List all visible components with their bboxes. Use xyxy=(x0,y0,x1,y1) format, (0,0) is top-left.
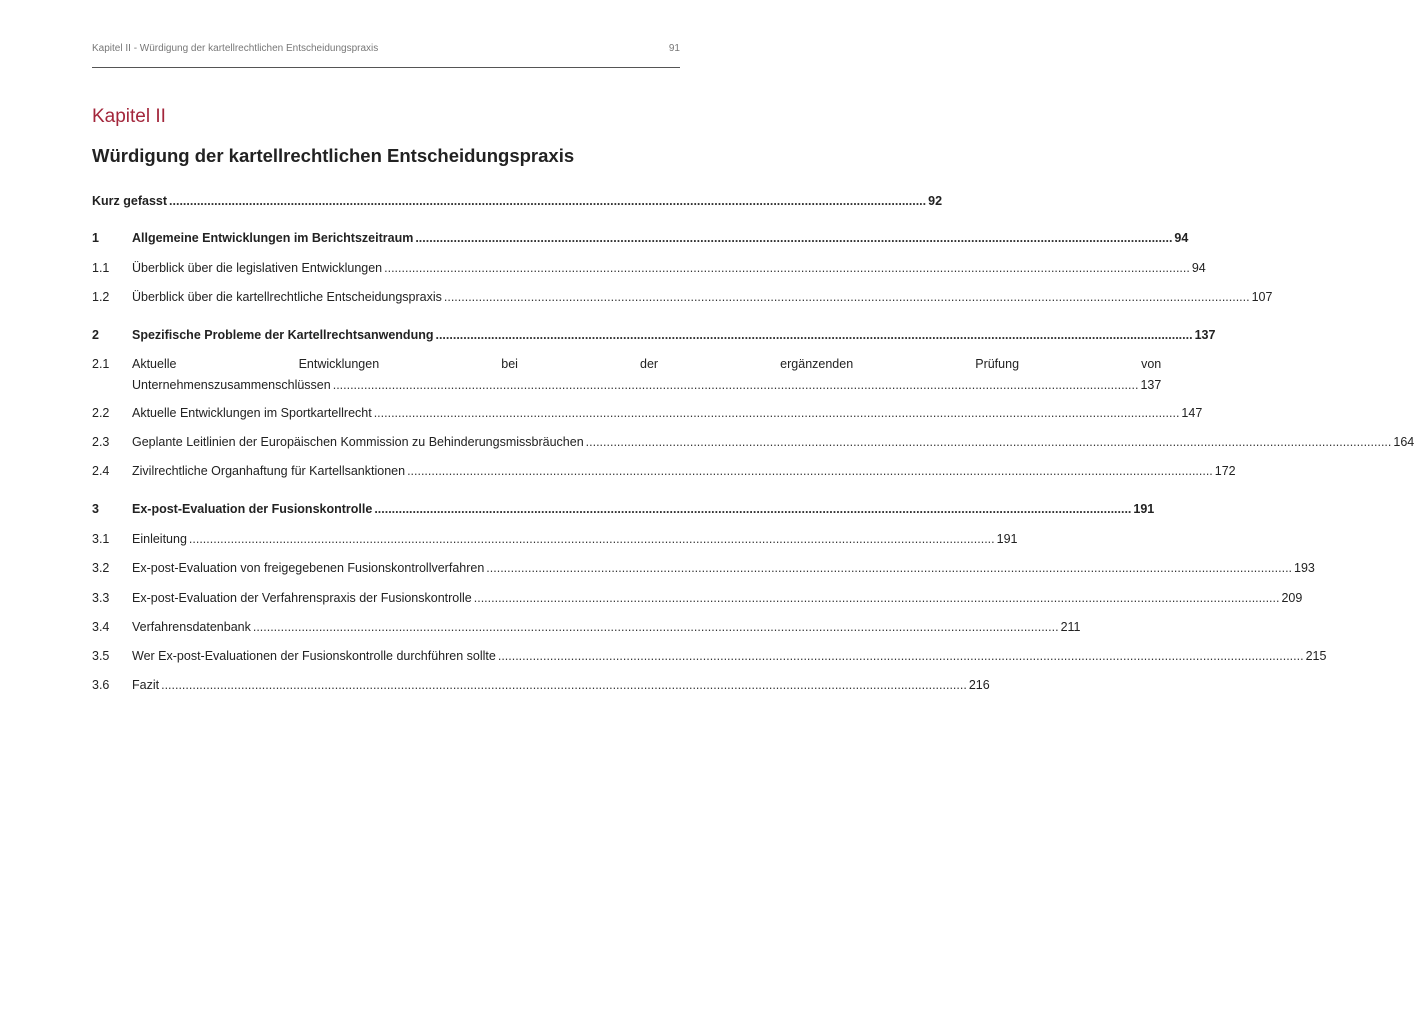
toc-page: 211 xyxy=(1060,620,1081,634)
toc-label: Wer Ex-post-Evaluationen der Fusionskontrolle durchführen sollte xyxy=(132,649,496,663)
toc-leader xyxy=(384,258,1190,279)
toc-page: 209 xyxy=(1281,591,1303,605)
toc-label: Spezifische Probleme der Kartellrechtsanwendung xyxy=(132,328,434,342)
toc-two-line-body xyxy=(132,354,1161,396)
toc-page: 107 xyxy=(1251,290,1273,304)
toc-page: 94 xyxy=(1174,231,1189,245)
toc-entry-2-4[interactable] xyxy=(92,461,1236,482)
toc-page: 92 xyxy=(928,194,943,208)
toc-page: 193 xyxy=(1294,561,1315,575)
toc-leader xyxy=(586,432,1392,453)
toc-entry-3-5[interactable] xyxy=(92,646,1327,667)
toc-page: 137 xyxy=(1140,378,1162,392)
toc-word: Prüfung xyxy=(975,357,1020,371)
toc-entry-2[interactable] xyxy=(92,325,1216,346)
toc-continuation-line xyxy=(132,375,1161,396)
toc-page: 94 xyxy=(1191,261,1206,275)
header-rule xyxy=(92,67,680,68)
toc-word: Entwicklungen xyxy=(298,357,380,371)
running-header xyxy=(92,43,680,54)
toc-leader xyxy=(486,558,1292,579)
toc-label: Ex-post-Evaluation der Fusionskontrolle xyxy=(132,502,373,516)
running-title: Kapitel II - Würdigung der kartellrechtlichen Entscheidungspraxis xyxy=(92,43,379,54)
toc-entry-1-2[interactable] xyxy=(92,287,1273,308)
toc-number: 2.4 xyxy=(92,464,110,478)
toc-leader xyxy=(474,588,1280,609)
toc-entry-1[interactable] xyxy=(92,228,1189,249)
toc-label: Unternehmenszusammenschlüssen xyxy=(132,378,331,392)
toc-page: 191 xyxy=(996,532,1018,546)
toc-word: von xyxy=(1141,357,1162,371)
toc-label: Ex-post-Evaluation der Verfahrenspraxis der Fusionskontrolle xyxy=(132,591,472,605)
toc-page: 191 xyxy=(1133,502,1155,516)
toc-label: Fazit xyxy=(132,678,160,692)
toc-label: Geplante Leitlinien der Europäischen Kommission zu Behinderungsmissbräuchen xyxy=(132,435,584,449)
toc-leader xyxy=(444,287,1250,308)
toc-number: 1.1 xyxy=(92,261,110,275)
toc-number: 2.1 xyxy=(92,357,110,371)
header-page-number: 91 xyxy=(668,43,680,54)
toc-number: 1.2 xyxy=(92,290,110,304)
toc-number: 3.1 xyxy=(92,532,110,546)
toc-entry-3-6[interactable] xyxy=(92,675,990,696)
toc-leader xyxy=(407,461,1213,482)
toc-leader xyxy=(189,529,995,550)
toc-page: 137 xyxy=(1194,328,1216,342)
toc-entry-1-1[interactable] xyxy=(92,258,1206,279)
toc-leader xyxy=(498,646,1304,667)
toc-leader xyxy=(435,325,1192,346)
toc-word: Aktuelle xyxy=(132,357,177,371)
toc-label: Aktuelle Entwicklungen im Sportkartellrecht xyxy=(132,406,372,420)
toc-word: bei xyxy=(501,357,518,371)
toc-justified-line xyxy=(132,354,1161,375)
toc-entry-3[interactable] xyxy=(92,499,1155,520)
toc-label: Verfahrensdatenbank xyxy=(132,620,251,634)
toc-number: 3.2 xyxy=(92,561,110,575)
toc-entry-2-3[interactable] xyxy=(92,432,1414,453)
toc-label: Überblick über die legislativen Entwicklungen xyxy=(132,261,383,275)
toc-leader xyxy=(169,191,926,212)
toc-label: Allgemeine Entwicklungen im Berichtszeitraum xyxy=(132,231,414,245)
toc-leader xyxy=(161,675,967,696)
toc-entry-3-1[interactable] xyxy=(92,529,1018,550)
toc-word: der xyxy=(640,357,659,371)
toc-leader xyxy=(415,228,1172,249)
toc-number: 3.5 xyxy=(92,649,110,663)
toc-label: Überblick über die kartellrechtliche Entscheidungspraxis xyxy=(132,290,442,304)
toc-number: 3 xyxy=(92,502,99,516)
toc-label: Einleitung xyxy=(132,532,187,546)
toc-entry-2-2[interactable] xyxy=(92,403,1203,424)
toc-page: 216 xyxy=(968,678,990,692)
toc-page: 215 xyxy=(1305,649,1327,663)
toc-leader xyxy=(374,499,1131,520)
toc-page: 172 xyxy=(1214,464,1236,478)
toc-page: 147 xyxy=(1181,406,1203,420)
toc-entry-3-2[interactable] xyxy=(92,558,1315,579)
toc-number: 3.3 xyxy=(92,591,110,605)
toc-entry-kurz[interactable] xyxy=(92,191,943,212)
chapter-label: Kapitel II xyxy=(92,106,166,127)
toc-number: 2 xyxy=(92,328,99,342)
chapter-title: Würdigung der kartellrechtlichen Entscheidungspraxis xyxy=(92,145,575,166)
toc-number: 3.6 xyxy=(92,678,110,692)
toc-entry-3-3[interactable] xyxy=(92,588,1303,609)
toc-label: Kurz gefasst xyxy=(92,194,168,208)
toc-entry-3-4[interactable] xyxy=(92,617,1081,638)
toc-label: Ex-post-Evaluation von freigegebenen Fusionskontrollverfahren xyxy=(132,561,485,575)
toc-number: 2.2 xyxy=(92,406,110,420)
toc-word: ergänzenden xyxy=(780,357,854,371)
toc-number: 2.3 xyxy=(92,435,110,449)
toc-page: 164 xyxy=(1393,435,1414,449)
toc-number: 3.4 xyxy=(92,620,110,634)
toc-entry-2-1[interactable] xyxy=(92,354,1162,396)
toc-leader xyxy=(253,617,1059,638)
toc-leader xyxy=(374,403,1180,424)
toc-label: Zivilrechtliche Organhaftung für Kartellsanktionen xyxy=(132,464,406,478)
toc-number: 1 xyxy=(92,231,99,245)
toc-leader xyxy=(333,375,1139,396)
